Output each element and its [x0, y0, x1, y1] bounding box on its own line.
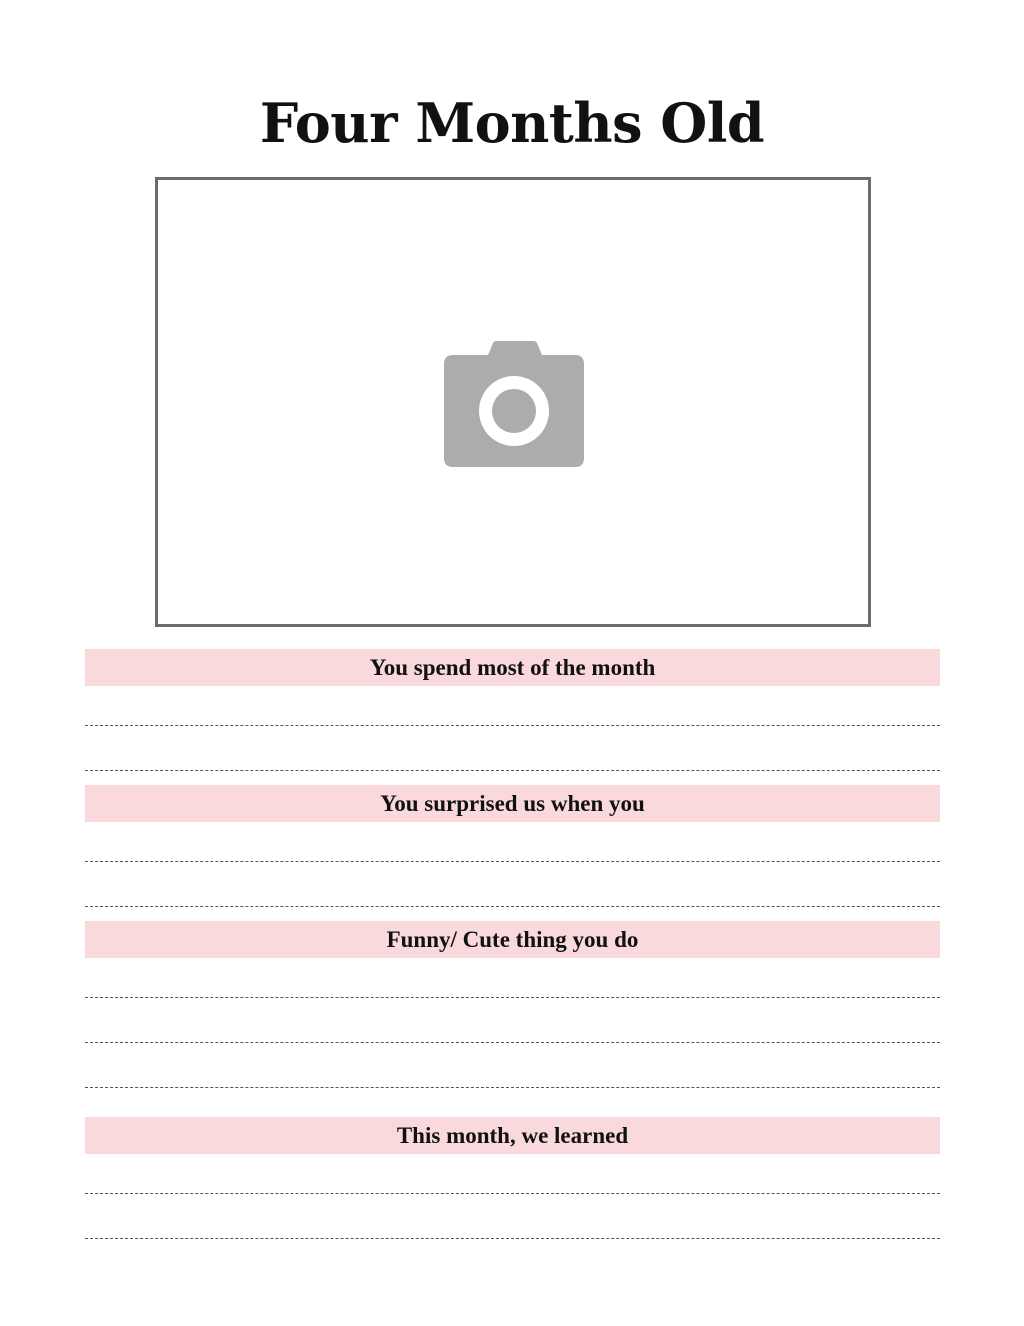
- writing-line[interactable]: [85, 997, 940, 998]
- section-header-funny-cute: Funny/ Cute thing you do: [85, 921, 940, 958]
- writing-line[interactable]: [85, 1238, 940, 1239]
- writing-line[interactable]: [85, 725, 940, 726]
- writing-line[interactable]: [85, 770, 940, 771]
- writing-line[interactable]: [85, 906, 940, 907]
- section-header-time-spent: You spend most of the month: [85, 649, 940, 686]
- writing-line[interactable]: [85, 1193, 940, 1194]
- writing-line[interactable]: [85, 1042, 940, 1043]
- page-title: Four Months Old: [259, 91, 765, 155]
- section-header-surprised: You surprised us when you: [85, 785, 940, 822]
- writing-line[interactable]: [85, 1087, 940, 1088]
- writing-line[interactable]: [85, 861, 940, 862]
- section-header-learned: This month, we learned: [85, 1117, 940, 1154]
- camera-icon: [444, 341, 584, 467]
- photo-placeholder[interactable]: [155, 177, 871, 627]
